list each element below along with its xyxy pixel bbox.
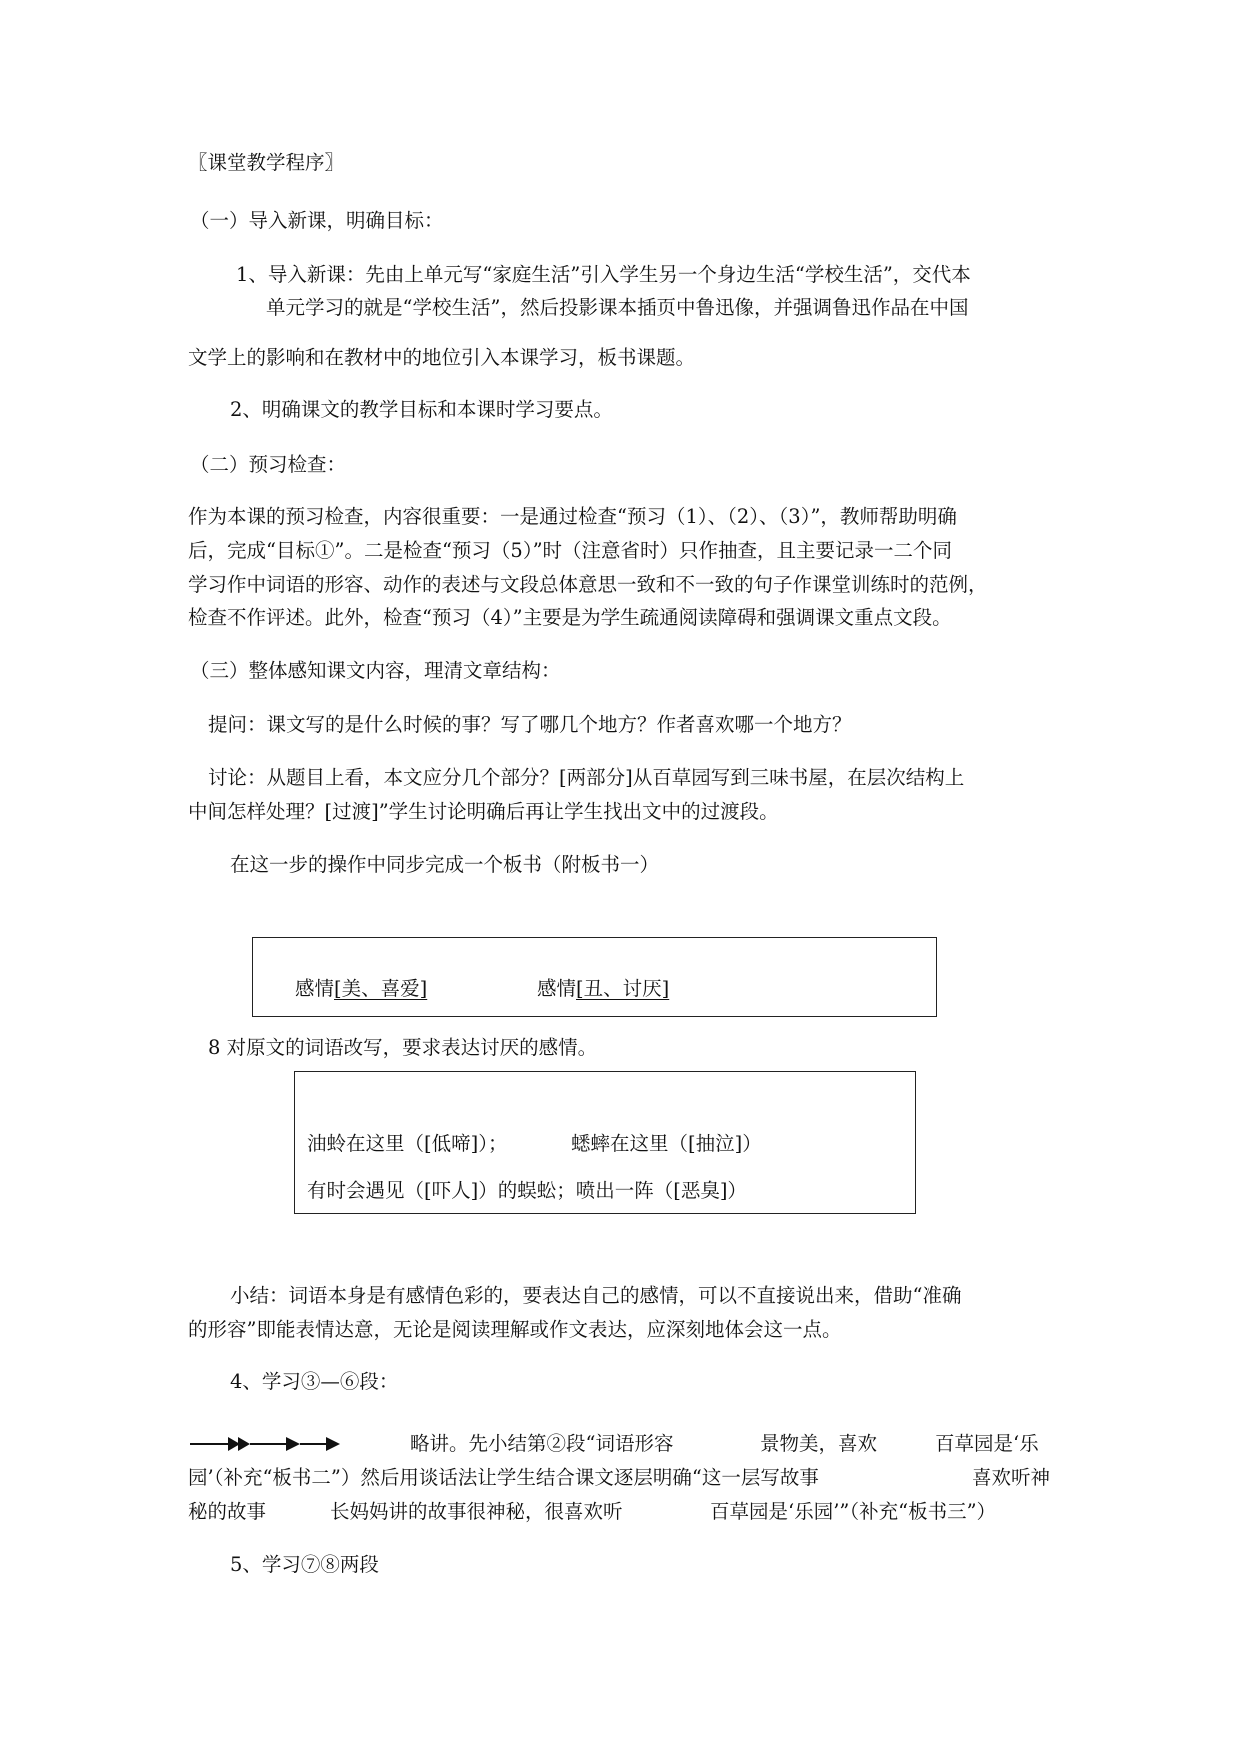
item4-line2-a: 园’（补充“板书二”）然后用谈话法让学生结合课文逐层明确“这一层写故事: [188, 1466, 819, 1489]
section1-item1-line1: 1、导入新课：先由上单元写“家庭生活”引入学生另一个身边生活“学校生活”，交代本: [236, 263, 971, 286]
section3-title: （三）整体感知课文内容，理清文章结构：: [190, 659, 561, 682]
board-one-left-entry: [295, 974, 427, 1004]
item4-title: 4、学习③—⑥段：: [230, 1370, 399, 1393]
board-one-right-entry: [537, 974, 669, 1004]
board-one-right-prefix: 感情: [537, 977, 577, 1000]
item4-line3-a: 秘的故事: [188, 1500, 267, 1523]
arrow-flow-icon: [190, 1434, 370, 1454]
section3-question: 提问：课文写的是什么时候的事？写了哪几个地方？作者喜欢哪一个地方？: [208, 713, 852, 736]
item5: 5、学习⑦⑧两段: [230, 1553, 379, 1576]
section2-paragraph-line2: 后，完成“目标①”。二是检查“预习（5）”时（注意省时）只作抽查，且主要记录一二个同: [188, 539, 953, 562]
section3-board-note: 在这一步的操作中同步完成一个板书（附板书一）: [230, 853, 660, 876]
board-one-right-value: [丑、讨厌]: [576, 977, 670, 1000]
section1-item2: 2、明确课文的教学目标和本课时学习要点。: [230, 398, 613, 421]
summary-line2: 的形容”即能表情达意，无论是阅读理解或作文表达，应深刻地体会这一点。: [188, 1318, 842, 1341]
section1-title: （一）导入新课，明确目标：: [190, 209, 444, 232]
section3-discussion-line2: 中间怎样处理？[过渡]”学生讨论明确后再让学生找出文中的过渡段。: [188, 800, 779, 823]
section2-paragraph-line1: 作为本课的预习检查，内容很重要：一是通过检查“预习（1）、（2）、（3）”，教师帮助明确: [188, 505, 957, 528]
item-8: 8 对原文的词语改写，要求表达讨厌的感情。: [208, 1036, 598, 1059]
section2-title: （二）预习检查：: [190, 453, 347, 476]
board-two-box: [294, 1071, 916, 1214]
summary-line1: 小结：词语本身是有感情色彩的，要表达自己的感情，可以不直接说出来，借助“准确: [230, 1284, 962, 1307]
document-heading: 〖课堂教学程序〗: [188, 151, 345, 174]
section2-paragraph-line3: 学习作中词语的形容、动作的表述与文段总体意思一致和不一致的句子作课堂训练时的范例，: [188, 573, 988, 596]
board-one-left-value: [美、喜爱]: [334, 977, 428, 1000]
section3-discussion-line1: 讨论：从题目上看，本文应分几个部分？[两部分]从百草园写到三味书屋，在层次结构上: [208, 766, 965, 789]
item4-line3-b: 长妈妈讲的故事很神秘，很喜欢听: [330, 1500, 623, 1523]
section1-item1-line2: 单元学习的就是“学校生活”，然后投影课本插页中鲁迅像，并强调鲁迅作品在中国: [266, 296, 969, 319]
section2-paragraph-line4: 检查不作评述。此外，检查“预习（4）”主要是为学生疏通阅读障碍和强调课文重点文段。: [188, 606, 952, 629]
board-two-line1-b: 蟋蟀在这里（[抽泣]）: [571, 1132, 762, 1155]
item4-line1-c: 百草园是‘乐: [935, 1432, 1039, 1455]
board-two-line1-a: 油蛉在这里（[低啼]）；: [307, 1132, 508, 1155]
item4-line3-c: 百草园是‘乐园’”（补充“板书三”）: [710, 1500, 997, 1523]
item4-line1-a: 略讲。先小结第②段“词语形容: [410, 1432, 674, 1455]
section1-item1-line3: 文学上的影响和在教材中的地位引入本课学习，板书课题。: [188, 346, 696, 369]
item4-line2-b: 喜欢听神: [972, 1466, 1051, 1489]
item4-line1-b: 景物美，喜欢: [760, 1432, 878, 1455]
board-two-line2: 有时会遇见（[吓人]）的蜈蚣；喷出一阵（[恶臭]）: [307, 1179, 747, 1202]
board-one-left-prefix: 感情: [295, 977, 335, 1000]
board-one-box: [252, 937, 937, 1017]
